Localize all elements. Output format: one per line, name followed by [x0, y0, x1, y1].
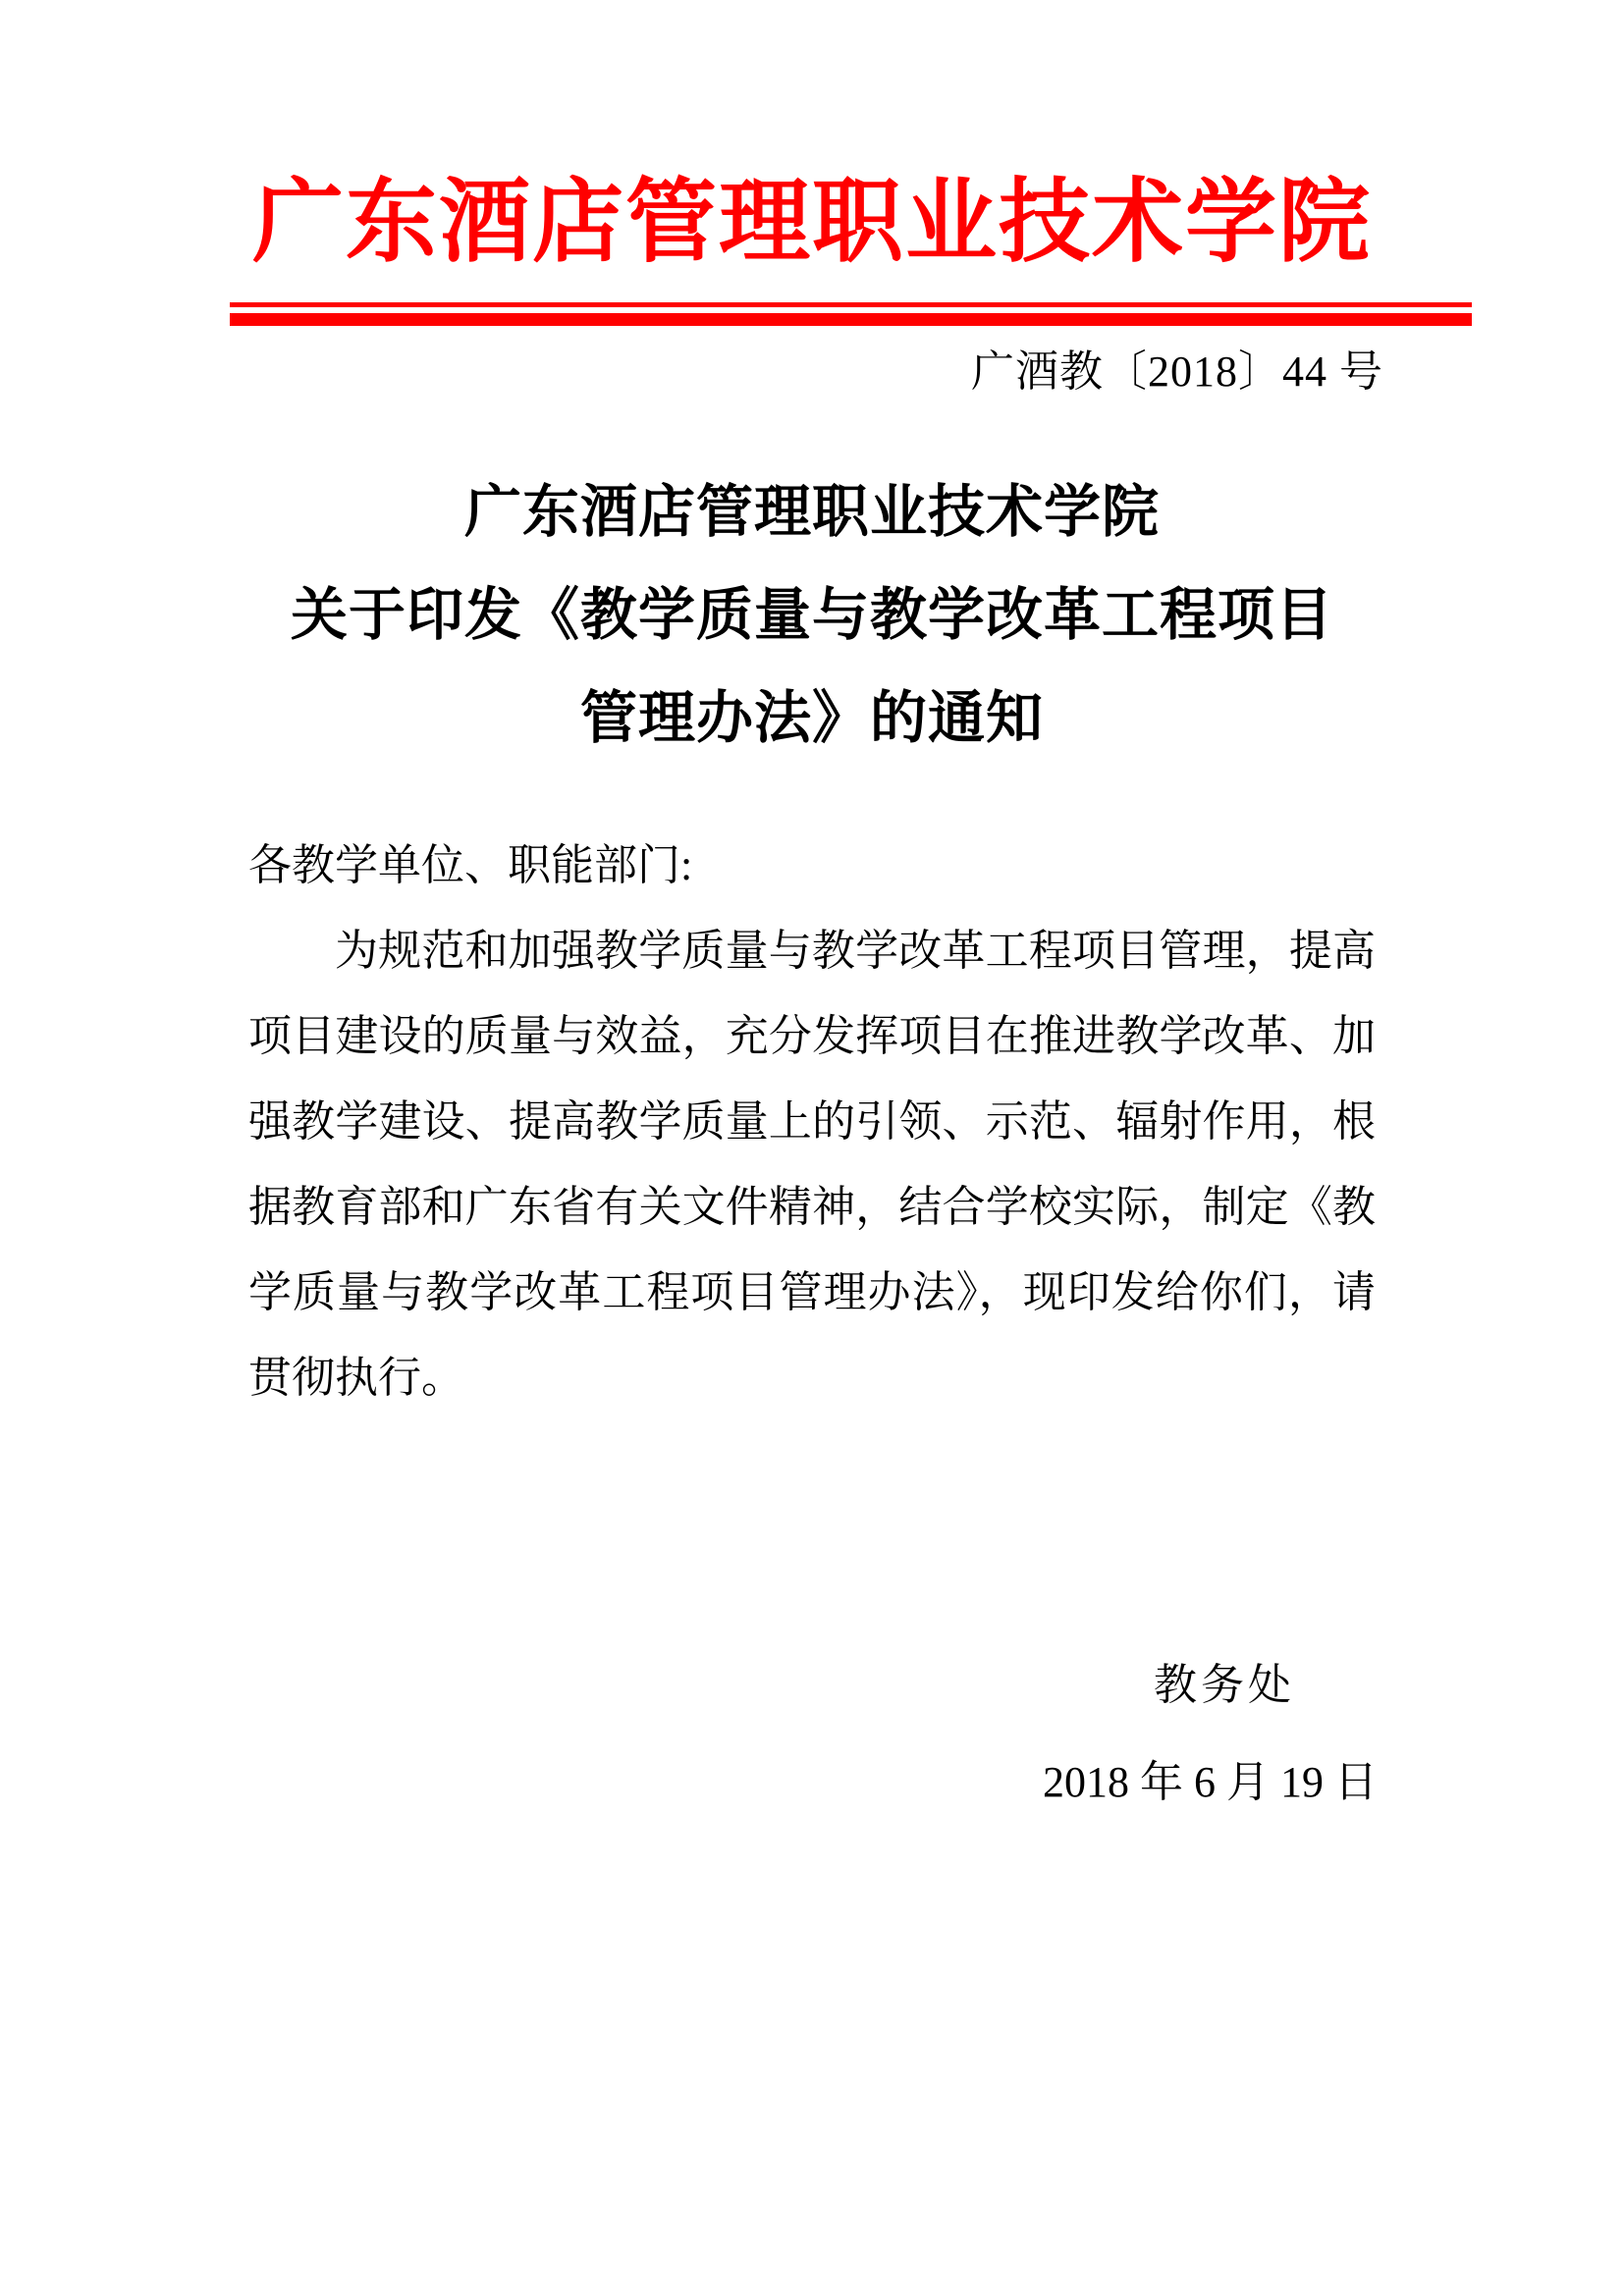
notice-title-line-2: 关于印发《教学质量与教学改革工程项目 — [290, 583, 1333, 647]
signature-date: 2018 年 6 月 19 日 — [1043, 1758, 1378, 1806]
notice-title — [0, 460, 1624, 770]
notice-title-line-3: 管理办法》的通知 — [579, 686, 1044, 750]
notice-title-line-1: 广东酒店管理职业技术学院 — [463, 480, 1160, 544]
letterhead-separator-thin-line — [230, 302, 1472, 307]
letterhead-separator-thick-line — [230, 313, 1472, 326]
salutation: 各教学单位、职能部门: — [248, 841, 693, 889]
signature-department: 教务处 — [1154, 1661, 1295, 1709]
letterhead — [0, 155, 1624, 326]
body-paragraph: 为规范和加强教学质量与教学改革工程项目管理，提高项目建设的质量与效益，充分发挥项目在推进教学改革、加强教学建设、提高教学质量上的引领、示范、辐射作用，根据教育部和广东省有关文件精神，结合学校实际，制定《教学质量与教学改革工程项目管理办法》，现印发给你们，请贯彻执行。 — [248, 927, 1376, 1402]
letterhead-school-name: 广东酒店管理职业技术学院 — [252, 173, 1372, 274]
document-number: 广酒教〔2018〕44 号 — [971, 347, 1383, 396]
